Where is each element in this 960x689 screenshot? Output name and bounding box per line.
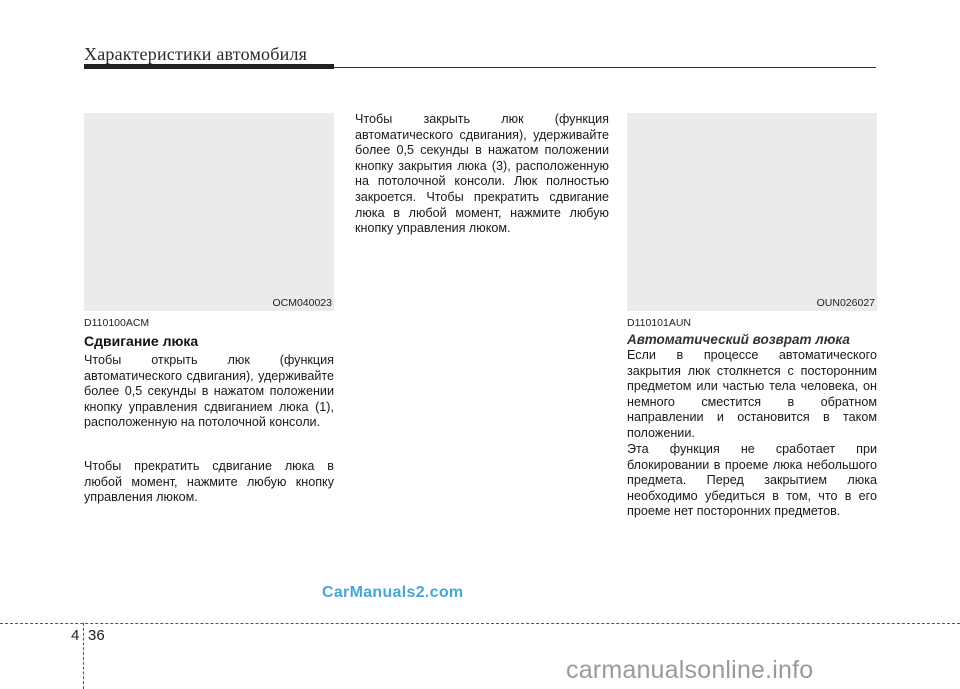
footer-vertical-divider [83, 623, 84, 689]
footer-divider [0, 623, 960, 624]
header-rule-accent [84, 64, 334, 69]
watermark-link[interactable]: CarManuals2.com [322, 584, 464, 601]
page-number: 36 [88, 627, 105, 644]
image-code-right: OUN026027 [816, 297, 875, 309]
paragraph-auto-reverse: Если в процессе автоматического закрытия люк столкнется с посторонним предметом или частью тела человека, он немного сместится в обратном направлении и остановится в таком положении. [627, 348, 877, 440]
sunroof-slide-image [84, 113, 334, 311]
paragraph-small-object: Эта функция не сработает при блокировании в проеме люка небольшого предмета. Перед закрытием люка необходимо убедиться в том, что в его проеме нет посторонних предметов. [627, 442, 877, 519]
footer-site-link[interactable]: carmanualsonline.info [566, 656, 814, 684]
chapter-number: 4 [71, 627, 80, 644]
paragraph-open: Чтобы открыть люк (функция автоматического сдвигания), удерживайте более 0,5 секунды в нажатом положении кнопку управления сдвиганием люка (1), расположенную на потолочной консоли. [84, 353, 334, 430]
section-heading-auto-reverse: Автоматический возврат люка [627, 332, 850, 347]
paragraph-close: Чтобы закрыть люк (функция автоматического сдвигания), удерживайте более 0,5 секунды в нажатом положении кнопку закрытия люка (3), расположенную на потолочной консоли. Люк полностью закроется. Чтобы прекратить сдвигание люка в любой момент, нажмите любую кнопку управления люком. [355, 112, 609, 236]
paragraph-stop: Чтобы прекратить сдвигание люка в любой момент, нажмите любую кнопку управления люком. [84, 459, 334, 505]
section-heading-sliding: Сдвигание люка [84, 333, 199, 349]
section-code-left: D110100ACM [84, 317, 150, 329]
page-header-title: Характеристики автомобиля [84, 44, 308, 64]
image-code-left: OCM040023 [272, 297, 332, 309]
section-code-right: D110101AUN [627, 317, 692, 329]
auto-reverse-image [627, 113, 877, 311]
